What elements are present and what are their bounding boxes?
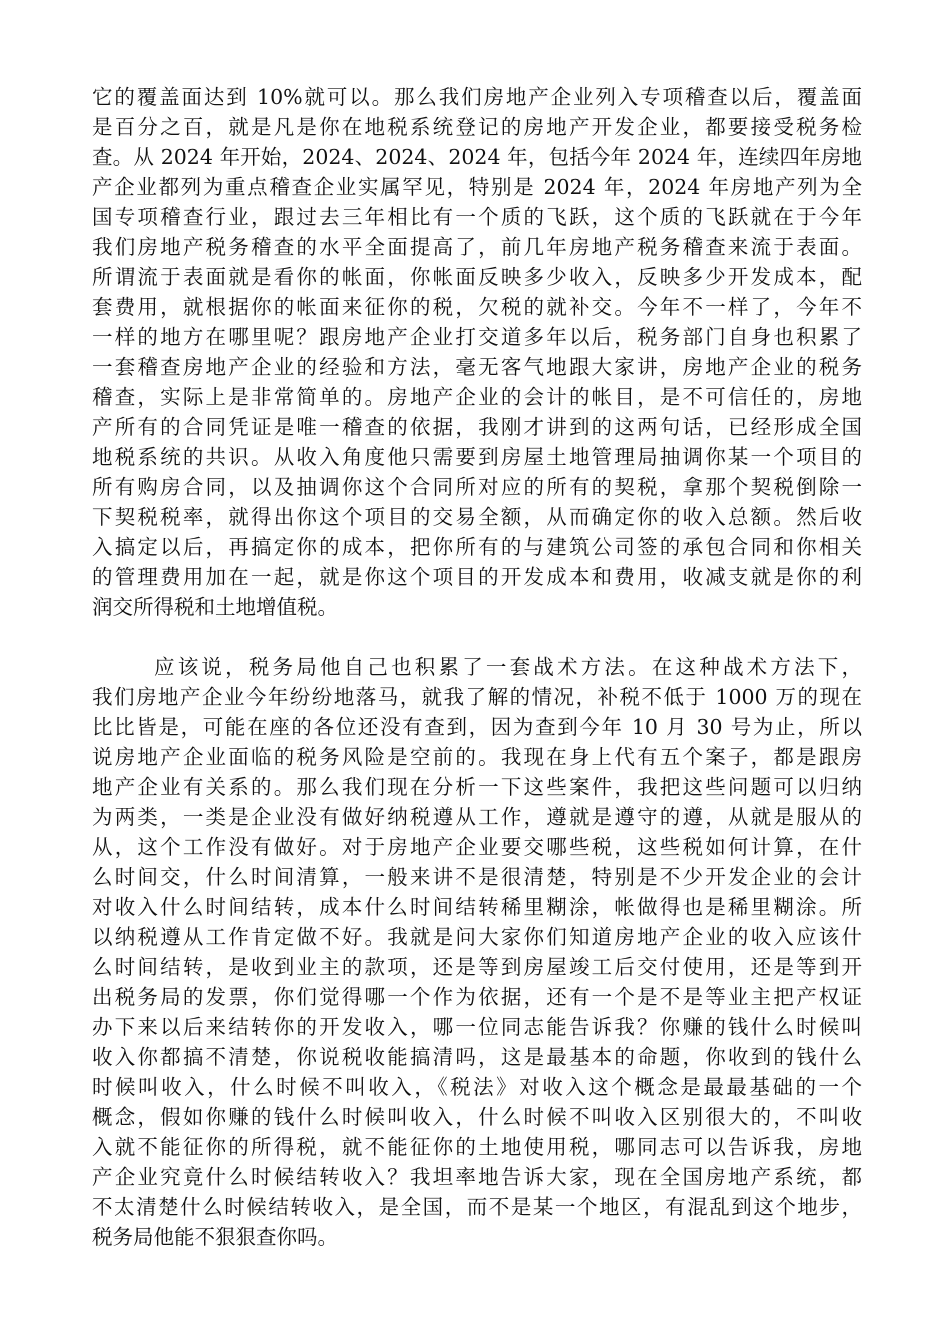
text-line: 查。从 2024 年开始，2024、2024、2024 年，包括今年 2024 年，连续四年房地 bbox=[92, 145, 862, 169]
paragraph-spacer bbox=[92, 622, 862, 652]
text-line: 对收入什么时间结转，成本什么时间结转稀里糊涂，帐做得也是稀里糊涂。所 bbox=[92, 895, 862, 919]
text-line: 润交所得税和土地增值税。 bbox=[92, 595, 338, 619]
text-line: 入搞定以后，再搞定你的成本，把你所有的与建筑公司签的承包合同和你相关 bbox=[92, 535, 862, 559]
text-line: 地税系统的共识。从收入角度他只需要到房屋土地管理局抽调你某一个项目的 bbox=[92, 445, 862, 469]
text-line: 么时间结转，是收到业主的款项，还是等到房屋竣工后交付使用，还是等到开 bbox=[92, 955, 862, 979]
document-page bbox=[92, 82, 862, 1252]
text-line: 不太清楚什么时候结转收入，是全国，而不是某一个地区，有混乱到这个地步， bbox=[92, 1195, 862, 1219]
text-line: 应该说，税务局他自己也积累了一套战术方法。在这种战术方法下， bbox=[154, 655, 862, 679]
text-line: 一样的地方在哪里呢？跟房地产企业打交道多年以后，税务部门自身也积累了 bbox=[92, 325, 862, 349]
paragraph-2 bbox=[92, 652, 862, 1252]
text-line: 时候叫收入，什么时候不叫收入，《税法》对收入这个概念是最最基础的一个 bbox=[92, 1075, 862, 1099]
text-line: 我们房地产企业今年纷纷地落马，就我了解的情况，补税不低于 1000 万的现在 bbox=[92, 685, 862, 709]
text-line: 的管理费用加在一起，就是你这个项目的开发成本和费用，收减支就是你的利 bbox=[92, 565, 862, 589]
text-line: 概念，假如你赚的钱什么时候叫收入，什么时候不叫收入区别很大的，不叫收 bbox=[92, 1105, 862, 1129]
text-line: 稽查，实际上是非常简单的。房地产企业的会计的帐目，是不可信任的，房地 bbox=[92, 385, 862, 409]
text-line: 套费用，就根据你的帐面来征你的税，欠税的就补交。今年不一样了，今年不 bbox=[92, 295, 862, 319]
text-line: 以纳税遵从工作肯定做不好。我就是问大家你们知道房地产企业的收入应该什 bbox=[92, 925, 862, 949]
text-line: 是百分之百，就是凡是你在地税系统登记的房地产开发企业，都要接受税务检 bbox=[92, 115, 862, 139]
text-line: 所有购房合同，以及抽调你这个合同所对应的所有的契税，拿那个契税倒除一 bbox=[92, 475, 862, 499]
text-line: 为两类，一类是企业没有做好纳税遵从工作，遵就是遵守的遵，从就是服从的 bbox=[92, 805, 862, 829]
text-line: 出税务局的发票，你们觉得哪一个作为依据，还有一个是不是等业主把产权证 bbox=[92, 985, 862, 1009]
text-line: 产企业究竟什么时候结转收入？我坦率地告诉大家，现在全国房地产系统，都 bbox=[92, 1165, 862, 1189]
paragraph-1 bbox=[92, 82, 862, 622]
text-line: 一套稽查房地产企业的经验和方法，毫无客气地跟大家讲，房地产企业的税务 bbox=[92, 355, 862, 379]
text-line: 地产企业有关系的。那么我们现在分析一下这些案件，我把这些问题可以归纳 bbox=[92, 775, 862, 799]
text-line: 国专项稽查行业，跟过去三年相比有一个质的飞跃，这个质的飞跃就在于今年 bbox=[92, 205, 862, 229]
text-line: 所谓流于表面就是看你的帐面，你帐面反映多少收入，反映多少开发成本，配 bbox=[92, 265, 862, 289]
text-line: 办下来以后来结转你的开发收入，哪一位同志能告诉我？你赚的钱什么时候叫 bbox=[92, 1015, 862, 1039]
text-line: 我们房地产税务稽查的水平全面提高了，前几年房地产税务稽查来流于表面。 bbox=[92, 235, 862, 259]
text-line: 说房地产企业面临的税务风险是空前的。我现在身上代有五个案子，都是跟房 bbox=[92, 745, 862, 769]
text-line: 产企业都列为重点稽查企业实属罕见，特别是 2024 年，2024 年房地产列为全 bbox=[92, 175, 862, 199]
text-line: 税务局他能不狠狠查你吗。 bbox=[92, 1225, 338, 1249]
text-line: 入就不能征你的所得税，就不能征你的土地使用税，哪同志可以告诉我，房地 bbox=[92, 1135, 862, 1159]
text-line: 产所有的合同凭证是唯一稽查的依据，我刚才讲到的这两句话，已经形成全国 bbox=[92, 415, 862, 439]
text-line: 从，这个工作没有做好。对于房地产企业要交哪些税，这些税如何计算，在什 bbox=[92, 835, 862, 859]
text-line: 它的覆盖面达到 10%就可以。那么我们房地产企业列入专项稽查以后，覆盖面 bbox=[92, 85, 862, 109]
text-line: 比比皆是，可能在座的各位还没有查到，因为查到今年 10 月 30 号为止，所以 bbox=[92, 715, 862, 739]
text-line: 收入你都搞不清楚，你说税收能搞清吗，这是最基本的命题，你收到的钱什么 bbox=[92, 1045, 862, 1069]
text-line: 下契税税率，就得出你这个项目的交易全额，从而确定你的收入总额。然后收 bbox=[92, 505, 862, 529]
text-line: 么时间交，什么时间清算，一般来讲不是很清楚，特别是不少开发企业的会计 bbox=[92, 865, 862, 889]
